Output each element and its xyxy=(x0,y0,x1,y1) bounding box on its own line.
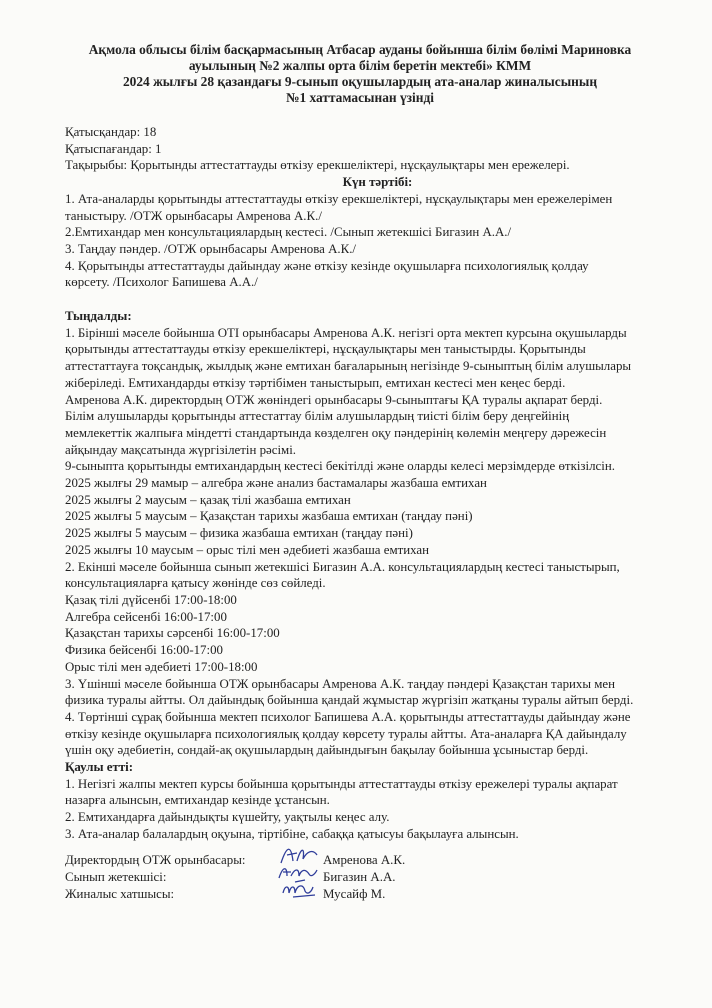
heard-text-line: аттестаттауға тоқсандық, жылдық және емтихан бағаларының негізінде 9-сыныптың білім алушылары xyxy=(65,359,632,374)
agenda-item-3: 3. Таңдау пәндер. /ОТЖ орынбасары Амренова А.К./ xyxy=(65,241,357,256)
heard-text-line: консультацияларға қатысу жөнінде сөз сөйледі. xyxy=(65,576,326,591)
header-line-3: 2024 жылғы 28 қазандағы 9-сынып оқушылардың ата-аналар жиналысының xyxy=(122,74,598,89)
heard-text-line: физика туралы айтты. Ол дайындық бойынша қандай жұмыстар жүргізіп жатқаны туралы айтып берді. xyxy=(65,693,634,708)
heard-text-line: 9-сыныпта қорытынды емтихандардың кестесі бекітілді және оларды келесі мерзімдерде өткізілсін. xyxy=(65,459,615,474)
heard-text-line: 1. Бірінші мәселе бойынша ОТІ орынбасары Амренова А.К. негізгі орта мектеп курсына оқушыларды xyxy=(65,325,627,340)
decided-text-line: 3. Ата-аналар балалардың оқуына, тіртібіне, сабаққа қатысуы бақылауға алынсын. xyxy=(65,826,519,841)
signature-role: Сынып жетекшісі: xyxy=(65,870,167,884)
heard-text-line: 2025 жылғы 10 маусым – орыс тілі мен әдебиеті жазбаша емтихан xyxy=(65,542,430,557)
decided-title: Қаулы етті: xyxy=(65,760,134,775)
agenda-item-2: 2.Емтихандар мен консультациялардың кестесі. /Сынып жетекшісі Бигазин А.А./ xyxy=(65,225,512,240)
heard-text-line: 4. Төртінші сұрақ бойынша мектеп психолог Бапишева А.А. қорытынды аттестаттауды дайындау және xyxy=(65,709,631,724)
signature-row xyxy=(65,852,625,869)
heard-title: Тыңдалды: xyxy=(65,309,132,324)
signature-row xyxy=(65,869,625,886)
heard-text-line: 2025 жылғы 2 маусым – қазақ тілі жазбаша емтихан xyxy=(65,492,351,507)
present-count: Қатысқандар: 18 xyxy=(65,125,157,139)
heard-text-line: 2025 жылғы 5 маусым – физика жазбаша емтихан (таңдау пәні) xyxy=(65,526,413,541)
signature-name: Мусайф М. xyxy=(323,887,386,901)
agenda-item-1b: таныстыру. /ОТЖ орынбасары Амренова А.К./ xyxy=(65,208,322,223)
heard-text-line: үшін оқу әдебиетін, сондай-ақ оқушылардың дайындығын бақылау бойынша ұсыныстар берді. xyxy=(65,743,589,758)
decided-section xyxy=(65,776,690,843)
heard-text-line: Қазақ тілі дүйсенбі 17:00-18:00 xyxy=(65,592,237,607)
document-body xyxy=(65,124,690,843)
decided-text-line: 2. Емтихандарға дайындықты күшейту, уақтылы кеңес алу. xyxy=(65,810,390,825)
header-line-2: ауылының №2 жалпы орта білім беретін мектебі» КММ xyxy=(188,58,532,73)
signature-name: Бигазин А.А. xyxy=(323,870,396,884)
agenda-item-1a: 1. Ата-аналарды қорытынды аттестаттауды өткізу ерекшеліктері, нұсқаулықтары мен ережелерімен xyxy=(65,191,613,206)
signature-row xyxy=(65,886,625,903)
heard-text-line: Орыс тілі мен әдебиеті 17:00-18:00 xyxy=(65,659,258,674)
heard-text-line: өткізу кезінде оқушыларға психологиялық қолдау көрсету туралы айтты. Ата-аналарға ҚА дайындалу xyxy=(65,726,627,741)
agenda-item-4a: 4. Қорытынды аттестаттауды дайындау және өткізу кезінде оқушыларға психологиялық қолдау xyxy=(65,258,589,273)
meeting-topic: Тақырыбы: Қорытынды аттестаттауды өткізу ерекшеліктері, нұсқаулықтары мен ережелері. xyxy=(65,158,570,173)
signatures-block xyxy=(65,852,625,903)
heard-text-line: мемлекеттік жалпыға міндетті стандартында көзделген оқу пәндерінің көлемін меңгеру дәрежесін xyxy=(65,425,607,440)
decided-text-line: 1. Негізгі жалпы мектеп курсы бойынша қорытынды аттестаттауды өткізу ережелері туралы ақпарат xyxy=(65,776,618,791)
signature-role: Директордың ОТЖ орынбасары: xyxy=(65,853,246,867)
heard-text-line: 3. Үшінші мәселе бойынша ОТЖ орынбасары Амренова А.К. таңдау пәндері Қазақстан тарихы мен xyxy=(65,676,616,691)
heard-section xyxy=(65,325,690,759)
absent-count: Қатыспағандар: 1 xyxy=(65,141,162,156)
heard-text-line: Амренова А.К. директордың ОТЖ жөніндегі орынбасары 9-сыныптағы ҚА туралы ақпарат берді. xyxy=(65,392,603,407)
handwritten-signature-icon xyxy=(279,877,323,901)
heard-text-line: жіберіледі. Емтихандарды өткізу тәртібімен таныстырып, емтихан кестесі мен кеңес берді. xyxy=(65,375,566,390)
heard-text-line: қорытынды аттестаттауды өткізу ерекшеліктері, нұсқаулықтары мен таныстырды. Қорытынды xyxy=(65,342,586,357)
heard-text-line: 2025 жылғы 5 маусым – Қазақстан тарихы жазбаша емтихан (таңдау пәні) xyxy=(65,509,473,524)
decided-text-line: назарға алынсын, емтихандар кезінде ұстансын. xyxy=(65,793,330,808)
document-header xyxy=(40,42,680,106)
heard-text-line: Қазақстан тарихы сәрсенбі 16:00-17:00 xyxy=(65,626,280,641)
header-line-1: Ақмола облысы білім басқармасының Атбасар ауданы бойынша білім бөлімі Мариновка xyxy=(88,42,632,57)
heard-text-line: айқындау мақсатында жүргізілетін рәсімі. xyxy=(65,442,297,457)
signature-name: Амренова А.К. xyxy=(323,853,406,867)
heard-text-line: 2. Екінші мәселе бойынша сынып жетекшісі Бигазин А.А. консультациялардың кестесі таныстырып, xyxy=(65,559,620,574)
agenda-title: Күн тәртібі: xyxy=(342,175,413,190)
agenda-item-4b: көрсету. /Психолог Бапишева А.А./ xyxy=(65,275,258,290)
heard-text-line: Физика бейсенбі 16:00-17:00 xyxy=(65,643,223,658)
signature-role: Жиналыс хатшысы: xyxy=(65,887,175,901)
section-spacer xyxy=(65,291,690,308)
heard-text-line: Алгебра сейсенбі 16:00-17:00 xyxy=(65,609,227,624)
heard-text-line: 2025 жылғы 29 мамыр – алгебра және анализ бастамалары жазбаша емтихан xyxy=(65,476,487,491)
header-line-4: №1 хаттамасынан үзінді xyxy=(286,90,434,105)
heard-text-line: Білім алушыларды қорытынды аттестаттау білім алушылардың тиісті білім беру деңгейінің xyxy=(65,409,570,424)
